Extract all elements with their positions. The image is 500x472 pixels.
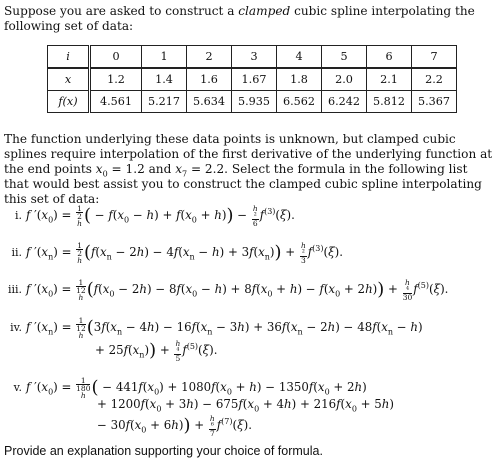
option-v-formula-line3: − $30f(x_0 + 6h)$) + h ⁶ 7 $f^{(7)}(\xi)$. <box>97 414 252 438</box>
cell-fx-5: 6.242 <box>322 91 367 113</box>
option-i-label: i. <box>14 209 22 222</box>
cell-fx-0: 4.561 <box>90 91 142 113</box>
option-v-formula-line2: + $1200f(x_0 + 3h) - 675f(x_0 + 4h) + 216f(x_0 + 5h)$ <box>97 397 395 414</box>
cell-fx-6: 5.812 <box>367 91 412 113</box>
row-header-fx: f(x) <box>48 91 90 113</box>
option-ii <box>4 242 343 264</box>
option-v-label: v. <box>13 381 22 394</box>
cell-x-2: 1.6 <box>187 68 232 91</box>
problem-paragraph: The function underlying these data points is unknown, but clamped cubic splines require interpolation of the first derivative of the underlying function at the end points $x_0 = 1.2$ and $x_7 = 2.2$. Select the formula in the following list that would best assist you to construct the clamped cubic spline interpolating this set of data: <box>4 132 493 206</box>
option-iv-formula-line1: f $'(x_n)$ = 1 12 h ($3f(x_n - 4h) - 16f(x_n - 3h) + 36f(x_n - 2h) - 48f(x_n - h)$ <box>26 316 423 340</box>
cell-x-7: 2.2 <box>412 68 457 91</box>
option-ii-label: ii. <box>11 246 22 259</box>
option-iv-label: iv. <box>10 321 22 334</box>
row-header-x: x <box>48 68 90 91</box>
cell-x-6: 2.1 <box>367 68 412 91</box>
table-row-x <box>48 68 457 91</box>
option-ii-formula: f $'(x_n)$ = 1 2 h $(f(x_n - 2h) - 4f(x_n - h) + 3f(x_n))$ + h ² 3 $f^{(3)}(\xi)$. <box>26 241 343 265</box>
option-v <box>4 377 367 399</box>
table-row-fx <box>48 91 457 113</box>
option-iv <box>4 317 423 339</box>
cell-fx-4: 6.562 <box>277 91 322 113</box>
cell-fx-1: 5.217 <box>142 91 187 113</box>
cell-x-5: 2.0 <box>322 68 367 91</box>
option-i <box>4 205 295 227</box>
cell-fx-3: 5.935 <box>232 91 277 113</box>
row-header-i: i <box>48 46 90 69</box>
cell-i-6: 6 <box>367 46 412 69</box>
cell-i-7: 7 <box>412 46 457 69</box>
option-iv-formula-line2: + $25f(x_n)$) + h ⁴ 5 $f^{(5)}(\xi)$. <box>95 339 218 363</box>
cell-x-3: 1.67 <box>232 68 277 91</box>
cell-i-1: 1 <box>142 46 187 69</box>
option-iii-formula: f $'(x_0)$ = 1 12 h $(f(x_0 - 2h) - 8f(x_0 - h) + 8f(x_0 + h) - f(x_0 + 2h))$ + h ⁴ 30 $f^{(5)}(\xi)$. <box>26 278 449 302</box>
cell-i-4: 4 <box>277 46 322 69</box>
cell-fx-2: 5.634 <box>187 91 232 113</box>
table-row-i <box>48 46 457 69</box>
option-i-formula: f $'(x_0)$ = 1 2 h ( − $f(x_0 - h) + f(x_0 + h)$) − h ² 6 $f^{(3)}(\xi)$. <box>26 204 295 228</box>
option-iii <box>4 279 448 301</box>
option-iii-label: iii. <box>7 283 22 296</box>
cell-i-2: 2 <box>187 46 232 69</box>
cell-i-0: 0 <box>90 46 142 69</box>
cell-x-1: 1.4 <box>142 68 187 91</box>
intro-text: Suppose you are asked to construct a clamped cubic spline interpolating the following set of data: <box>4 4 475 33</box>
option-v-formula-line1: f $'(x_0)$ = 1 180 h ( − $441f(x_0) + 1080f(x_0 + h) - 1350f(x_0 + 2h)$ <box>26 376 367 400</box>
data-table <box>47 45 457 113</box>
cell-i-3: 3 <box>232 46 277 69</box>
cell-x-0: 1.2 <box>90 68 142 91</box>
cell-fx-7: 5.367 <box>412 91 457 113</box>
cell-i-5: 5 <box>322 46 367 69</box>
cell-x-4: 1.8 <box>277 68 322 91</box>
closing-instruction: Provide an explanation supporting your choice of formula. <box>4 444 323 458</box>
